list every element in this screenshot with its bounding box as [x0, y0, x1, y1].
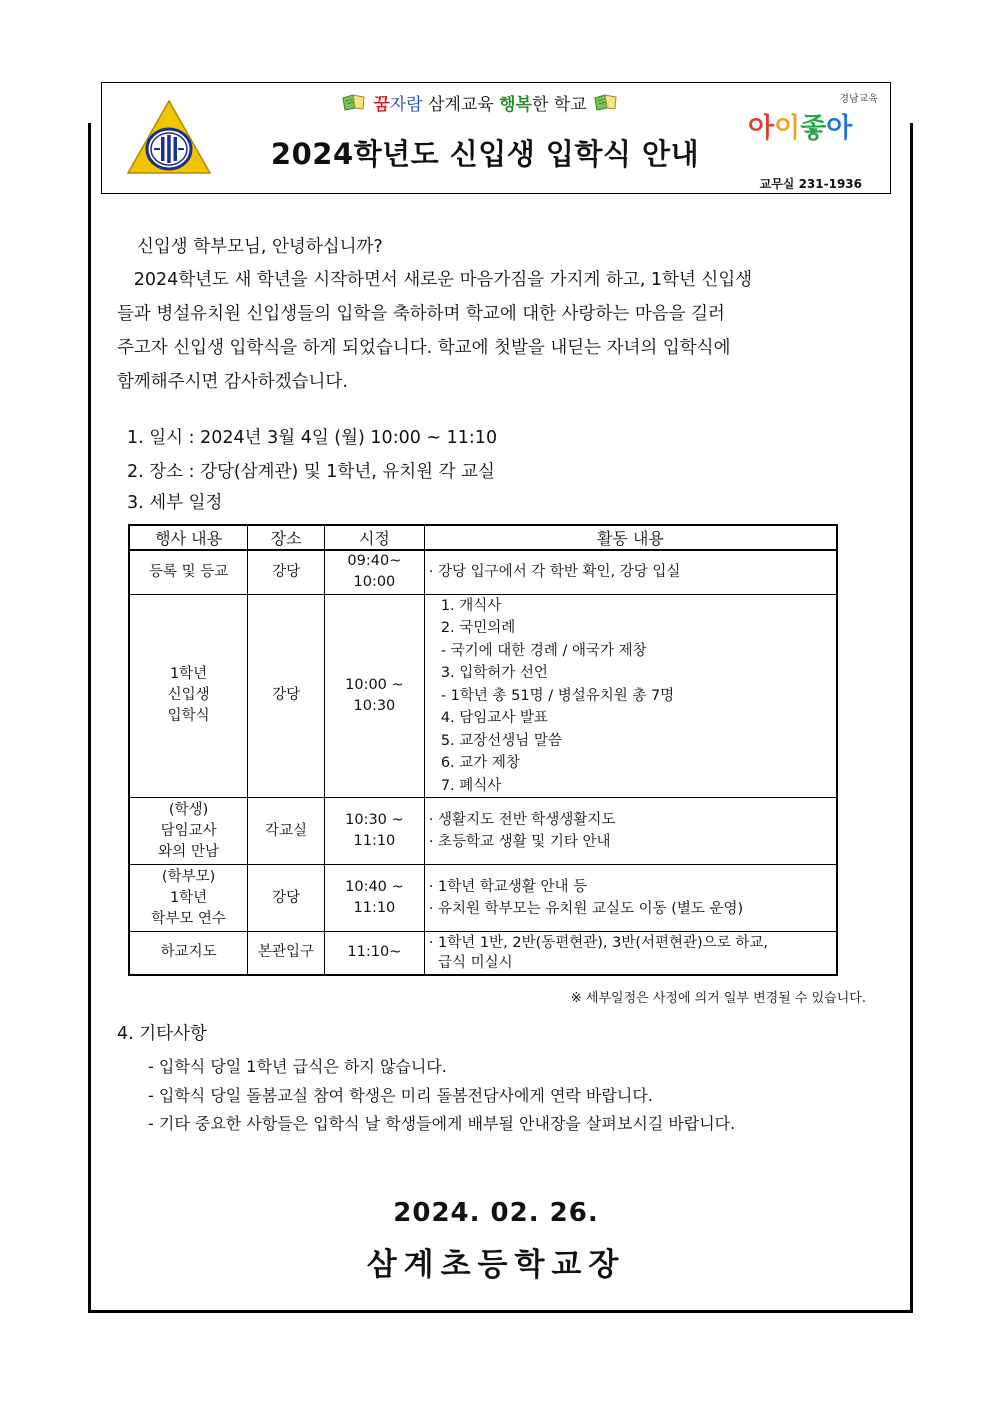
activity-cell [424, 865, 837, 932]
activity-line: · 1학년 1반, 2반(동편현관), 3반(서편현관)으로 하교, [428, 934, 768, 951]
slogan-school: 한 학교 [531, 94, 587, 115]
schedule-note: ※ 세부일정은 사정에 의거 일부 변경될 수 있습니다. [570, 991, 866, 1006]
activity-line: 급식 미실시 [428, 954, 513, 971]
slogan [290, 89, 670, 115]
etc-line: - 기타 중요한 사항들은 입학식 날 학생들에게 배부될 안내장을 살펴보시길 바랍니다. [148, 1114, 736, 1133]
schedule-table [128, 524, 838, 976]
time-line: 09:40~ [347, 553, 402, 570]
event-line: 신입생 [167, 687, 210, 704]
activity-cell [424, 594, 837, 798]
activity-line: - 1학년 총 51명 / 병설유치원 총 7명 [440, 687, 675, 704]
place-cell: 강당 [248, 594, 325, 798]
event-line: 1학년 [169, 889, 208, 906]
brand-subtitle: 경남교육 [839, 94, 878, 105]
table-row [129, 594, 837, 798]
body-line: 들과 병설유치원 신입생들의 입학을 축하하며 학교에 대한 사랑하는 마음을 길러 [117, 304, 725, 324]
school-emblem-icon [124, 97, 214, 177]
signer: 삼계초등학교장 [366, 1247, 626, 1283]
table-header-row [129, 525, 837, 550]
slogan-dream: 꿈 [373, 94, 390, 115]
time-line: 11:10~ [347, 944, 402, 961]
table-header: 시정 [324, 525, 424, 550]
activity-cell [424, 798, 837, 865]
table-header: 장소 [248, 525, 325, 550]
table-header: 활동 내용 [424, 525, 837, 550]
event-line: 입학식 [167, 708, 210, 725]
event-line: 하교지도 [160, 944, 217, 961]
brand-logo [748, 88, 878, 158]
brand-char: 아 [748, 113, 775, 144]
table-row [129, 798, 837, 865]
place-cell: 본관입구 [248, 932, 325, 975]
book-icon [341, 92, 367, 112]
activity-line: 2. 국민의례 [440, 620, 516, 636]
event-cell [129, 798, 248, 865]
time-cell [324, 594, 424, 798]
event-line: 학부모 연수 [151, 910, 226, 927]
activity-cell [424, 550, 837, 594]
activity-line: 4. 담임교사 발표 [440, 710, 548, 726]
activity-line: 6. 교가 제창 [440, 755, 520, 771]
activity-line: 3. 입학허가 선언 [440, 665, 548, 681]
event-cell [129, 550, 248, 594]
activity-line: · 1학년 학교생활 안내 등 [428, 878, 588, 895]
page-title: 2024학년도 신입생 입학식 안내 [270, 137, 700, 171]
brand-char: 이 [774, 113, 801, 144]
item-schedule: 3. 세부 일정 [127, 493, 223, 513]
event-line: (학생) [168, 801, 209, 818]
table-row [129, 550, 837, 594]
activity-line: · 생활지도 전반 학생생활지도 [428, 811, 616, 828]
table-row [129, 932, 837, 975]
activity-line: · 초등학교 생활 및 기타 안내 [428, 834, 611, 850]
brand-char: 아 [826, 113, 853, 144]
item-place: 2. 장소 : 강당(삼계관) 및 1학년, 유치원 각 교실 [127, 462, 495, 482]
body-paragraph [117, 263, 877, 399]
activity-line: 1. 개식사 [440, 597, 502, 614]
body-line: 함께해주시면 감사하겠습니다. [117, 372, 348, 392]
book-icon [593, 92, 619, 112]
body-line: 주고자 신입생 입학식을 하게 되었습니다. 학교에 첫발을 내딛는 자녀의 입학식에 [117, 338, 731, 358]
time-cell [324, 932, 424, 975]
item-date: 1. 일시 : 2024년 3월 4일 (월) 10:00 ~ 11:10 [127, 428, 498, 448]
time-line: 11:10 [353, 900, 396, 916]
etc-line: - 입학식 당일 1학년 급식은 하지 않습니다. [148, 1057, 447, 1076]
event-line: 와의 만남 [158, 843, 219, 860]
activity-line: 5. 교장선생님 말씀 [440, 732, 562, 749]
time-line: 10:00 [353, 574, 396, 591]
time-line: 10:00 ~ [345, 676, 404, 693]
event-cell [129, 865, 248, 932]
activity-line: - 국기에 대한 경례 / 애국가 제창 [440, 642, 647, 659]
time-cell [324, 550, 424, 594]
event-line: (학부모) [161, 868, 216, 885]
place-cell: 각교실 [248, 798, 325, 865]
activity-line: · 강당 입구에서 각 학반 확인, 강당 입실 [428, 564, 681, 580]
place-cell: 강당 [248, 865, 325, 932]
table-row [129, 865, 837, 932]
activity-cell [424, 932, 837, 975]
slogan-happy: 행복 [499, 94, 532, 115]
time-cell [324, 865, 424, 932]
slogan-grow: 자람 [389, 94, 423, 115]
office-phone: 교무실 231-1936 [759, 177, 862, 191]
document-date: 2024. 02. 26. [393, 1198, 599, 1228]
place-cell: 강당 [248, 550, 325, 594]
event-line: 1학년 [169, 666, 208, 683]
time-line: 10:30 ~ [345, 812, 404, 828]
time-cell [324, 798, 424, 865]
slogan-samgye: 삼계교육 [422, 94, 500, 115]
time-line: 10:40 ~ [345, 879, 404, 895]
brand-wordmark [748, 106, 852, 145]
etc-line: - 입학식 당일 돌봄교실 참여 학생은 미리 돌봄전담사에게 연락 바랍니다. [148, 1086, 653, 1105]
greeting: 신입생 학부모님, 안녕하십니까? [137, 237, 383, 257]
event-cell [129, 594, 248, 798]
activity-line: · 유치원 학부모는 유치원 교실도 이동 (별도 운영) [428, 901, 744, 917]
body-line: 2024학년도 새 학년을 시작하면서 새로운 마음가짐을 가지게 하고, 1학년 신입생 [117, 270, 753, 290]
time-line: 10:30 [353, 697, 396, 714]
event-cell [129, 932, 248, 975]
brand-char: 좋 [800, 113, 827, 144]
event-line: 담임교사 [160, 822, 217, 839]
event-line: 등록 및 등교 [148, 563, 229, 580]
table-header: 행사 내용 [129, 525, 248, 550]
activity-line: 7. 폐식사 [440, 777, 502, 794]
etc-title: 4. 기타사항 [117, 1024, 207, 1044]
time-line: 11:10 [353, 833, 396, 849]
